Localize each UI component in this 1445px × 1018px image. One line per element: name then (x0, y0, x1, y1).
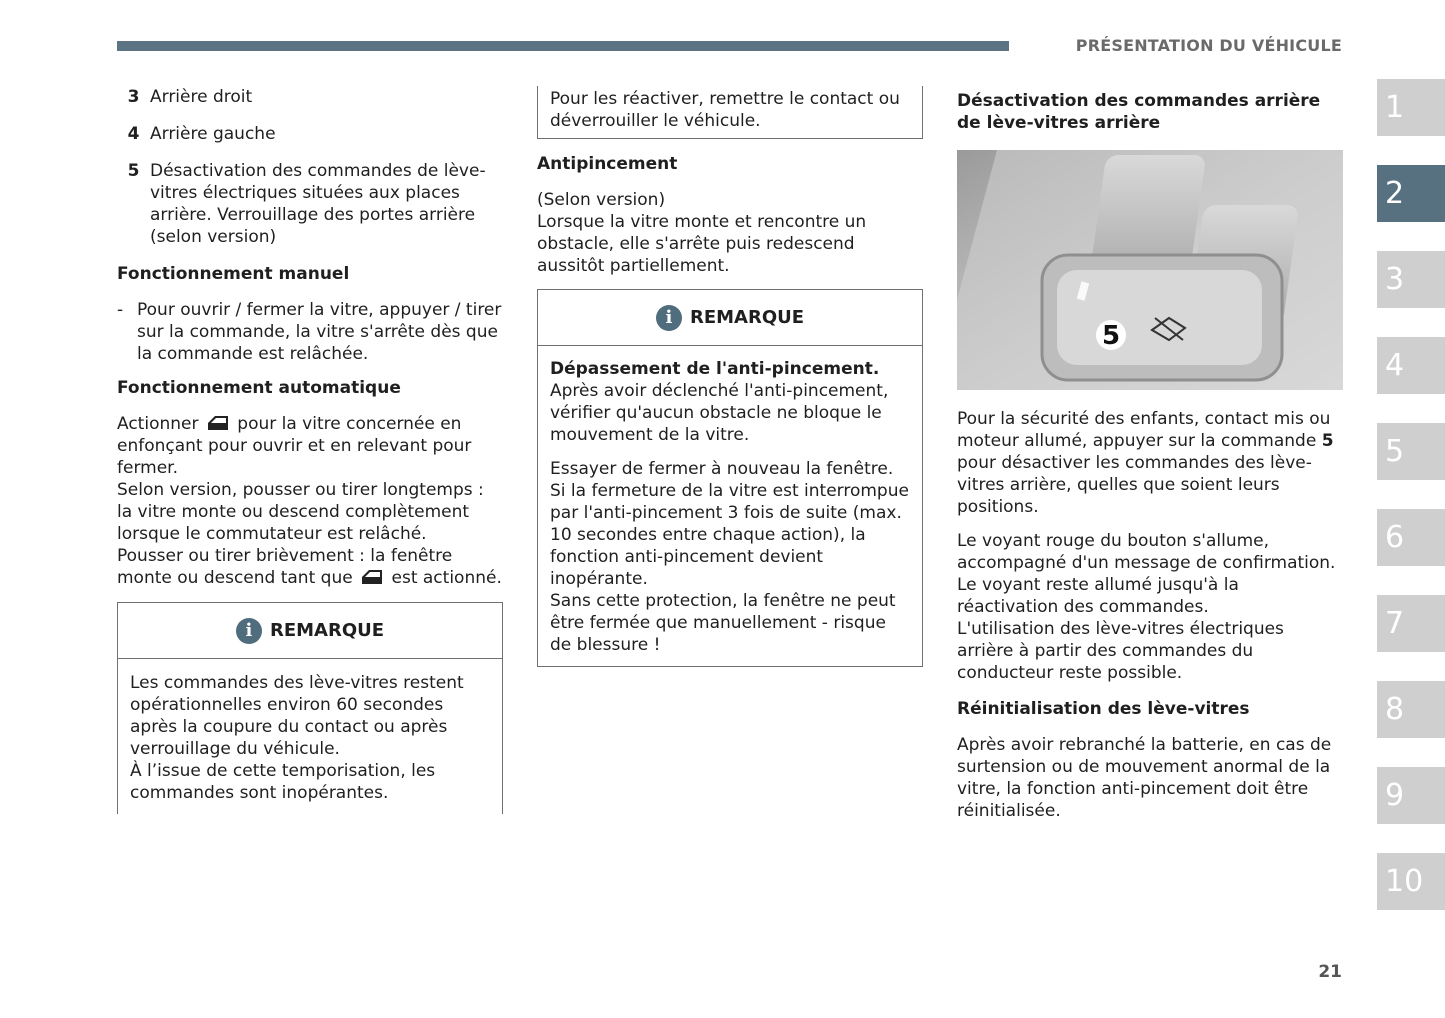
note-bold-text: Dépassement de l'anti-pincement. (550, 359, 880, 379)
bullet-dash: - (117, 300, 124, 320)
header-rule (117, 41, 1009, 51)
note-text: Si la fermeture de la vitre est interrompue par l'anti-pincement 3 fois de suite (max. 10 secondes entre chaque action), la fonction anti-pincement devient inopérante. (550, 481, 909, 589)
chapter-tab-7[interactable]: 7 (1377, 595, 1445, 652)
note-body (538, 346, 922, 666)
chapter-tab-3[interactable]: 3 (1377, 251, 1445, 308)
item-text: Arrière droit (150, 87, 253, 107)
auto-text: Pousser ou tirer brièvement : la fenêtre monte ou descend tant que (117, 546, 453, 588)
antipinch-heading: Antipincement (537, 154, 678, 174)
note-title: REMARQUE (689, 306, 805, 328)
info-icon: i (656, 305, 682, 331)
info-icon: i (236, 618, 262, 644)
page-number: 21 (1318, 962, 1342, 982)
auto-text: est actionné. (391, 568, 502, 588)
body-bold-text: 5 (1321, 431, 1334, 451)
window-switch-icon (206, 414, 230, 432)
antipinch-text: Lorsque la vitre monte et rencontre un obstacle, elle s'arrête puis redescend aussitôt partiellement. (537, 212, 867, 276)
photo-label: 5 (1101, 321, 1121, 351)
note-text: Après avoir déclenché l'anti-pincement, vérifier qu'aucun obstacle ne bloque le mouvement de la vitre. (550, 381, 889, 445)
note-box (117, 602, 503, 814)
note-box-continued (537, 86, 923, 139)
auto-paragraph-3 (117, 545, 503, 589)
chapter-tab-8[interactable]: 8 (1377, 681, 1445, 738)
note-text: Sans cette protection, la fenêtre ne peut être fermée que manuellement - risque de blessure ! (550, 591, 896, 655)
chapter-tab-2[interactable]: 2 (1377, 165, 1445, 222)
body-text: Le voyant reste allumé jusqu'à la réactivation des commandes. (957, 575, 1239, 617)
chapter-tab-9[interactable]: 9 (1377, 767, 1445, 824)
manual-bullet-text: Pour ouvrir / fermer la vitre, appuyer / tirer sur la commande, la vitre s'arrête dès que la commande est relâchée. (137, 300, 502, 364)
note-header (118, 603, 502, 659)
antipinch-paragraph (537, 189, 923, 277)
auto-text: Actionner (117, 414, 199, 434)
section-title: PRÉSENTATION DU VÉHICULE (1075, 36, 1342, 55)
manual-heading: Fonctionnement manuel (117, 264, 350, 284)
chapter-tab-4[interactable]: 4 (1377, 337, 1445, 394)
reinit-heading: Réinitialisation des lève-vitres (957, 699, 1250, 719)
note-box (537, 289, 923, 667)
list-item (117, 86, 503, 108)
note-body (118, 659, 502, 814)
antipinch-text: (Selon version) (537, 190, 666, 210)
body-text: Le voyant rouge du bouton s'allume, accompagné d'un message de confirmation. (957, 531, 1336, 573)
deactivation-heading: Désactivation des commandes arrière de lève-vitres arrière (957, 91, 1321, 133)
item-number: 3 (127, 87, 140, 107)
note-continued-text: Pour les réactiver, remettre le contact ou déverrouiller le véhicule. (550, 89, 900, 131)
note-header (538, 290, 922, 346)
auto-paragraph-1 (117, 413, 503, 479)
column-middle (537, 88, 923, 667)
note-paragraph (550, 358, 910, 446)
window-switch-photo (957, 150, 1343, 390)
chapter-tab-10[interactable]: 10 (1377, 853, 1445, 910)
column-left (117, 86, 503, 814)
auto-heading: Fonctionnement automatique (117, 378, 401, 398)
list-item (117, 123, 503, 145)
auto-text: pour la vitre concernée en enfonçant pour ouvrir et en relevant pour fermer. (117, 414, 472, 478)
body-text: Pour la sécurité des enfants, contact mis ou moteur allumé, appuyer sur la commande (957, 409, 1331, 451)
deactivation-paragraph-1 (957, 408, 1343, 518)
chapter-tab-6[interactable]: 6 (1377, 509, 1445, 566)
note-paragraph (550, 458, 910, 656)
item-text: Désactivation des commandes de lève-vitres électriques situées aux places arrière. Verrouillage des portes arrière (selon version) (150, 161, 486, 247)
note-paragraph (130, 672, 490, 804)
manual-bullet (117, 299, 503, 365)
reinit-paragraph: Après avoir rebranché la batterie, en cas de surtension ou de mouvement anormal de la vitre, la fonction anti-pincement doit être réinitialisée. (957, 735, 1332, 821)
item-text: Arrière gauche (150, 124, 276, 144)
chapter-tab-1[interactable]: 1 (1377, 79, 1445, 136)
body-text: L'utilisation des lève-vitres électriques arrière à partir des commandes du conducteur reste possible. (957, 619, 1284, 683)
list-item (117, 160, 503, 248)
note-text: Les commandes des lève-vitres restent opérationnelles environ 60 secondes après la coupure du contact ou après verrouillage du véhicule. (130, 673, 464, 759)
chapter-tab-5[interactable]: 5 (1377, 423, 1445, 480)
body-text: pour désactiver les commandes des lève-vitres arrière, quelles que soient leurs positions. (957, 453, 1312, 517)
auto-paragraph-2: Selon version, pousser ou tirer longtemps : la vitre monte ou descend complètement lorsque le commutateur est relâché. (117, 480, 484, 544)
item-number: 4 (127, 124, 140, 144)
deactivation-paragraph-2 (957, 530, 1343, 684)
note-text: Essayer de fermer à nouveau la fenêtre. (550, 459, 894, 479)
note-title: REMARQUE (269, 619, 385, 641)
window-switch-icon (360, 568, 384, 586)
item-number: 5 (127, 161, 140, 181)
note-text: À l’issue de cette temporisation, les commandes sont inopérantes. (130, 761, 436, 803)
column-right (957, 90, 1343, 822)
